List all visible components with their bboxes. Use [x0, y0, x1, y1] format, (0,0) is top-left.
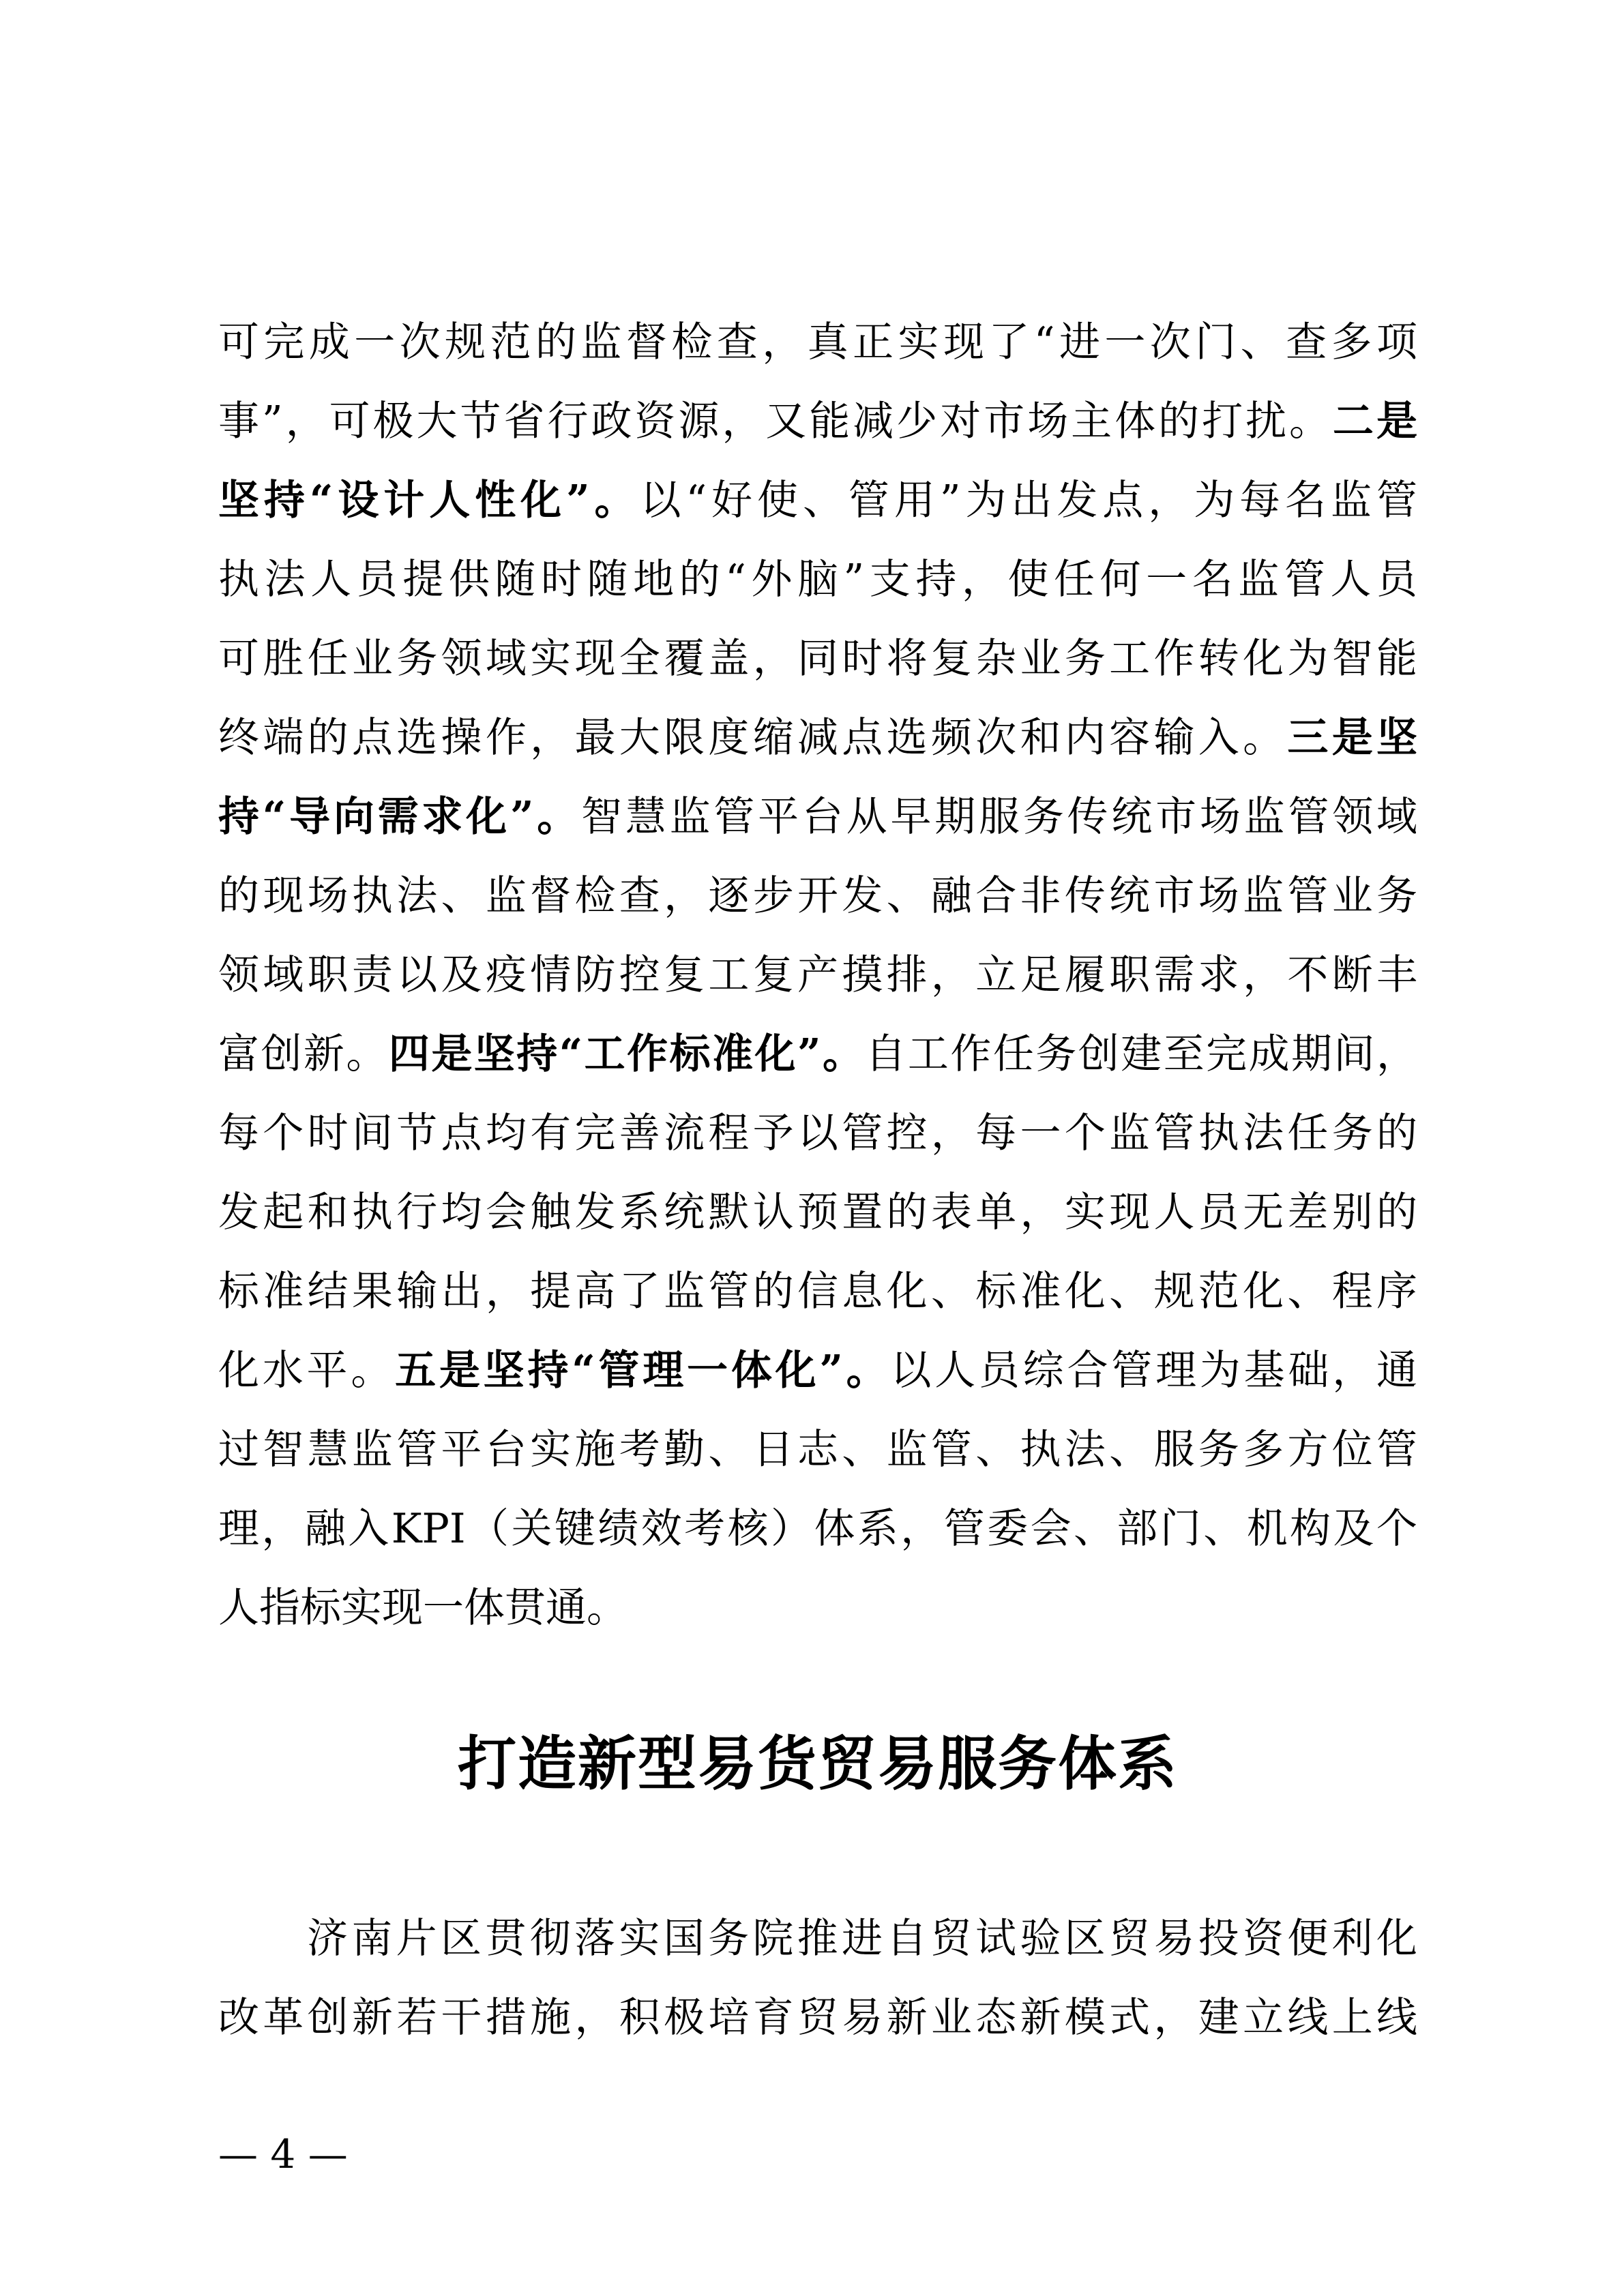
text-segment: 理，融入KPI（关键绩效考核）体系，管委会、部门、机构及个 — [218, 1505, 1417, 1553]
text-segment: 自工作任务创建至完成期间， — [865, 1030, 1417, 1078]
text-line — [218, 461, 1417, 540]
text-line — [218, 1094, 1417, 1173]
bold-lead-phrase: 三是坚 — [1287, 714, 1417, 762]
text-segment: 可胜任业务领域实现全覆盖，同时将复杂业务工作转化为智能 — [218, 635, 1417, 683]
text-segment: 人指标实现一体贯通。 — [218, 1584, 628, 1632]
body-paragraph — [218, 303, 1417, 1648]
text-line — [218, 303, 1417, 382]
text-segment: 执法人员提供随时随地的“外脑”支持，使任何一名监管人员 — [218, 556, 1417, 603]
body-paragraph — [218, 1899, 1417, 2057]
text-line — [218, 382, 1417, 461]
text-segment: 智慧监管平台从早期服务传统市场监管领域 — [581, 793, 1417, 841]
text-line — [218, 1410, 1417, 1489]
text-line — [218, 856, 1417, 936]
bold-lead-phrase: 持“导向需求化”。 — [218, 793, 582, 841]
text-segment: 的现场执法、监督检查，逐步开发、融合非传统市场监管业务 — [218, 872, 1417, 920]
text-line — [218, 1568, 1417, 1648]
bold-lead-phrase: 四是坚持“工作标准化”。 — [388, 1030, 866, 1078]
text-segment: 过智慧监管平台实施考勤、日志、监管、执法、服务多方位管 — [218, 1426, 1417, 1474]
text-line — [218, 698, 1417, 777]
text-line — [218, 619, 1417, 698]
bold-lead-phrase: 五是坚持“管理一体化”。 — [395, 1347, 891, 1395]
page-number: — 4 — — [218, 2131, 348, 2177]
text-segment: 发起和执行均会触发系统默认预置的表单，实现人员无差别的 — [218, 1189, 1417, 1236]
text-segment: 事”，可极大节省行政资源，又能减少对市场主体的打扰。 — [218, 398, 1333, 445]
text-line — [218, 1252, 1417, 1331]
text-segment: 以人员综合管理为基础，通 — [890, 1347, 1417, 1395]
text-segment: 改革创新若干措施，积极培育贸易新业态新模式，建立线上线 — [218, 1994, 1417, 2042]
text-line — [218, 1015, 1417, 1094]
text-line — [218, 1331, 1417, 1410]
text-line — [218, 936, 1417, 1015]
text-segment: 以“好使、管用”为出发点，为每名监管 — [640, 477, 1417, 524]
text-segment: 终端的点选操作，最大限度缩减点选频次和内容输入。 — [218, 714, 1288, 762]
text-segment: 领域职责以及疫情防控复工复产摸排，立足履职需求，不断丰 — [218, 951, 1417, 999]
text-line — [218, 1978, 1417, 2057]
section-heading: 打造新型易货贸易服务体系 — [458, 1729, 1178, 1798]
text-line — [218, 1173, 1417, 1252]
text-line — [218, 1489, 1417, 1568]
bold-lead-phrase: 二是 — [1333, 398, 1417, 445]
text-line — [218, 540, 1417, 619]
text-line — [218, 1899, 1417, 1978]
text-segment: 标准结果输出，提高了监管的信息化、标准化、规范化、程序 — [218, 1268, 1417, 1315]
text-segment: 化水平。 — [218, 1347, 396, 1395]
text-segment: 每个时间节点均有完善流程予以管控，每一个监管执法任务的 — [218, 1109, 1417, 1157]
text-segment: 可完成一次规范的监督检查，真正实现了“进一次门、查多项 — [218, 318, 1417, 366]
text-segment: 济南片区贯彻落实国务院推进自贸试验区贸易投资便利化 — [307, 1915, 1417, 1963]
bold-lead-phrase: 坚持“设计人性化”。 — [218, 477, 640, 524]
text-segment: 富创新。 — [218, 1030, 389, 1078]
text-line — [218, 777, 1417, 856]
